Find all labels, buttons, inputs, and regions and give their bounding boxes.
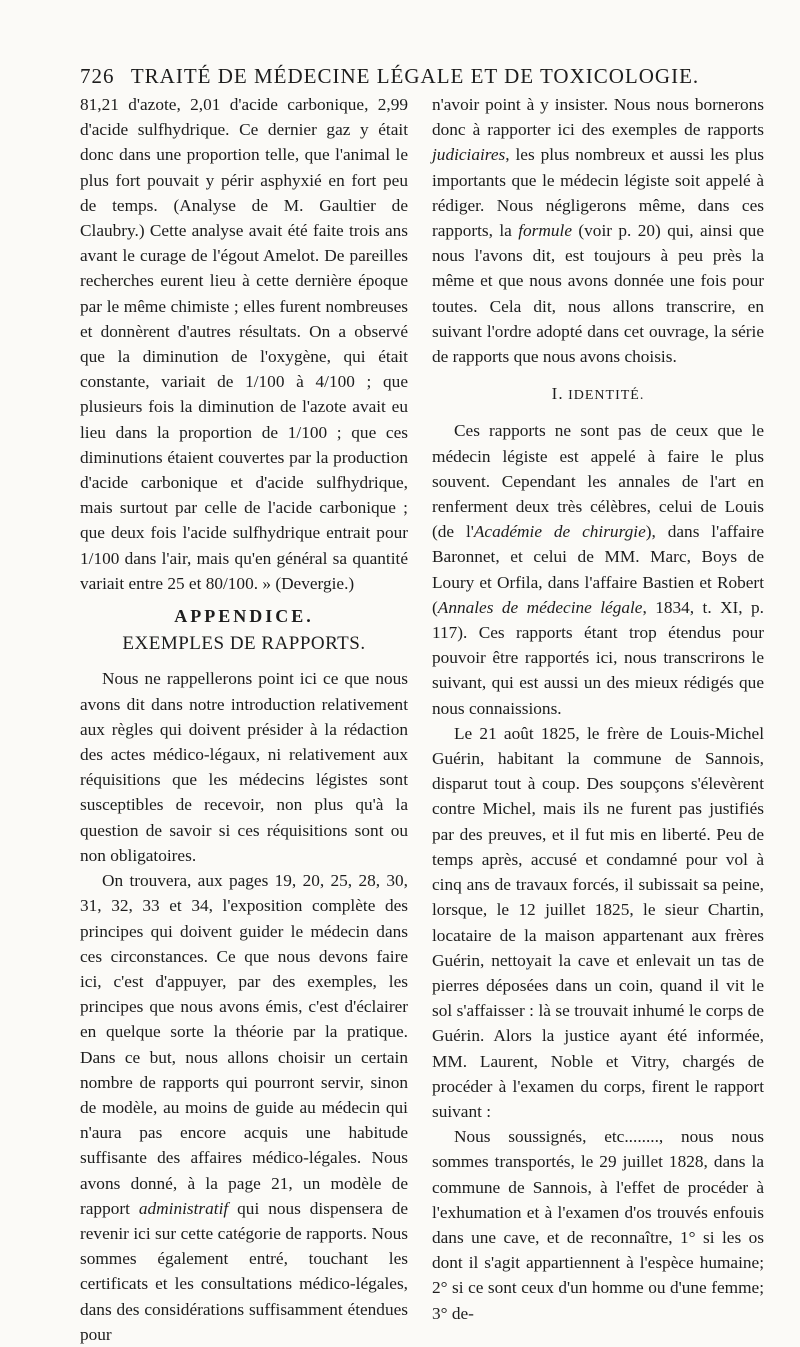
- text-run: ), dans l'affaire Baronnet, et celui de MM. Marc, Boys de Loury et Orfila, dans l'affaire Bastien et Robert (: [432, 522, 764, 617]
- running-header: [80, 64, 720, 92]
- paragraph-gas-analysis: 81,21 d'azote, 2,01 d'acide carbonique, 2,99 d'acide sulfhydrique. Ce dernier gaz y était donc dans une proportion telle, que l'animal le plus fort pouvait y périr asphyxié en fort peu de temps. (Analyse de M. Gaultier de Claubry.) Cette analyse avait été faite trois ans avant le curage de l'égout Amelot. De pareilles recherches eurent lieu à cette dernière époque par le même chimiste ; elles furent nombreuses et donnèrent d'autres résultats. On a observé que la diminution de l'oxygène, qui était constante, variait de 1/100 à 4/100 ; que plusieurs fois la diminution de l'azote avait eu lieu dans la proportion de 1/100 ; que ces diminutions étaient couvertes par la production d'acide carbonique et d'acide sulfhydrique, mais surtout par celle de l'acide carbonique ; que deux fois l'acide sulfhydrique entrait pour 1/100 dans l'air, mais qu'en général sa quantité variait entre 25 et 80/100. » (Devergie.): [80, 95, 408, 593]
- paragraph-principles: [80, 868, 408, 1347]
- text-run: n'avoir point à y insister. Nous nous bornerons donc à rapporter ici des exemples de rapports: [432, 95, 764, 140]
- section-title: EXEMPLES DE RAPPORTS.: [122, 633, 366, 655]
- italic-run: administratif: [138, 1198, 229, 1218]
- text-run: Ces rapports ne sont pas de ceux que le médecin légiste est appelé à faire le plus souvent. Cependant les annales de l'art en renferment deux très célèbres, celui de Louis (de l': [432, 421, 764, 542]
- text-run: (voir p. 20) qui, ainsi que nous l'avons dit, est toujours à peu près la même et que nous avons donnée une fois pour toutes. Cela dit, nous allons transcrire, en suivant l'ordre adopté dans cet ouvrage, la série de rapports que nous avons choisis.: [432, 221, 764, 367]
- text-run: , 1834, t. XI, p. 117). Ces rapports étant trop étendus pour pouvoir être rapportés ici, nous transcrirons le suivant, qui est aussi un des mieux rédigés que nous connaissions.: [432, 597, 764, 718]
- text-run: qui nous dispensera de revenir ici sur cette catégorie de rapports. Nous sommes également entré, touchant les certificats et les consultations médico-légales, dans des considérations suffisamment étendues pour: [80, 1198, 408, 1344]
- left-column: [80, 92, 408, 1347]
- running-title: TRAITÉ DE MÉDECINE LÉGALE ET DE TOXICOLOGIE.: [130, 64, 700, 88]
- paragraph-guerin-case: Le 21 août 1825, le frère de Louis-Michel Guérin, habitant la commune de Sannois, disparut tout à coup. Des soupçons s'élevèrent contre Michel, mais ils ne furent pas justifiés par des preuves, et il fut mis en liberté. Peu de temps après, accusé et condamné pour vol à cinq ans de travaux forcés, il subissait sa peine, lorsque, le 12 juillet 1825, le sieur Chartin, locataire de la maison appartenant aux frères Guérin, nettoyait la cave et enlevait un tas de pierres déposées dans un coin, quand il vit le sol s'affaisser : là se trouvait inhumé le corps de Guérin. Alors la justice ayant été informée, MM. Laurent, Noble et Vitry, chargés de procéder à l'examen du corps, firent le rapport suivant :: [432, 723, 764, 1121]
- page-number: 726: [80, 64, 115, 88]
- subsection-title: IDENTITÉ.: [568, 388, 645, 404]
- subsection-heading: [432, 381, 764, 408]
- paragraph-identity: [432, 418, 764, 720]
- subsection-number: I.: [551, 384, 564, 404]
- italic-run: Annales de médecine légale: [437, 597, 643, 617]
- italic-run: formule: [518, 221, 572, 241]
- text-run: On trouvera, aux pages 19, 20, 25, 28, 30, 31, 32, 33 et 34, l'exposition complète des principes qui doivent guider le médecin dans ces circonstances. Ce que nous devons faire ici, c'est d'appuyer, par des exemples, les principes que nous avons émis, c'est d'éclairer en quelque sorte la théorie par la pratique. Dans ce but, nous allons choisir un certain nombre de rapports qui pourront servir, sinon de modèle, au moins de guide au médecin qui n'aura pas encore acquis une habitude suffisante des affaires médico-légales. Nous avons donné, à la page 21, un modèle de rapport: [80, 871, 408, 1218]
- right-column: [432, 92, 764, 1326]
- appendix-title: APPENDICE.: [174, 606, 314, 627]
- italic-run: Académie de chirurgie: [473, 522, 646, 542]
- paragraph-introduction: Nous ne rappellerons point ici ce que nous avons dit dans notre introduction relativement aux règles qui doivent présider à la rédaction des actes médico-légaux, ni relativement aux réquisitions que les médecins légistes sont susceptibles de recevoir, non plus qu'à la question de savoir si ces réquisitions sont ou non obligatoires.: [80, 669, 408, 865]
- paragraph-continuation: [432, 92, 764, 369]
- paragraph-report: Nous soussignés, etc........, nous nous sommes transportés, le 29 juillet 1828, dans la commune de Sannois, à l'effet de procéder à l'exhumation et à l'examen d'os trouvés enfouis dans une cave, et de reconnaître, 1° si les os dont il s'agit appartiennent à l'espèce humaine; 2° si ce sont ceux d'un homme ou d'une femme; 3° de-: [432, 1127, 764, 1323]
- italic-run: judiciaires: [432, 145, 506, 165]
- text-run: , les plus nombreux et aussi les plus importants que le médecin légiste soit appelé à rédiger. Nous négligerons même, dans ces rapports, la: [432, 145, 764, 241]
